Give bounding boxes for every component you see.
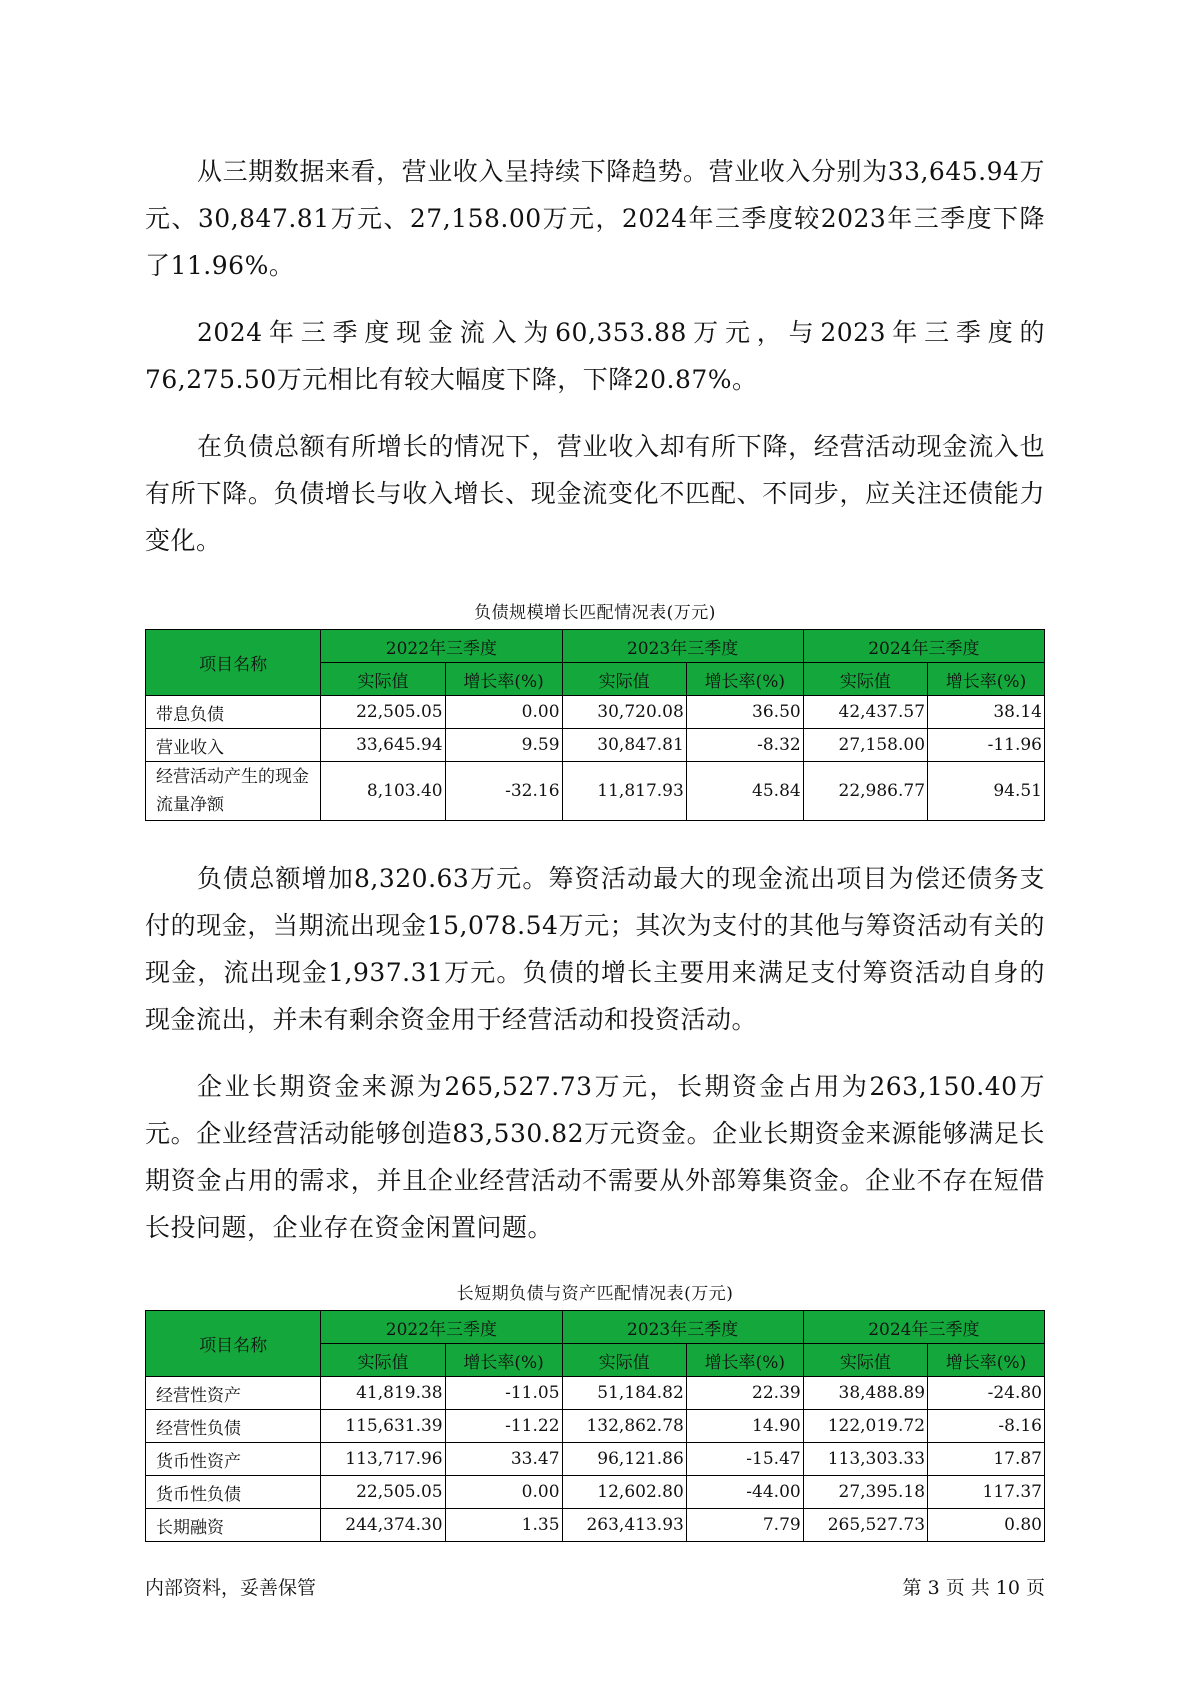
row-name: 营业收入 bbox=[146, 729, 321, 762]
cell-value: 132,862.78 bbox=[562, 1410, 686, 1443]
paragraph-debt-growth: 在负债总额有所增长的情况下，营业收入却有所下降，经营活动现金流入也有所下降。负债增长与收入增长、现金流变化不匹配、不同步，应关注还债能力变化。 bbox=[145, 432, 1045, 555]
row-name: 货币性负债 bbox=[146, 1476, 321, 1509]
cell-value: 41,819.38 bbox=[321, 1377, 445, 1410]
debt-growth-table bbox=[145, 629, 1045, 821]
cell-value: 117.37 bbox=[928, 1476, 1045, 1509]
cell-value: 27,395.18 bbox=[803, 1476, 927, 1509]
cell-value: 33,645.94 bbox=[321, 729, 445, 762]
cell-value: 115,631.39 bbox=[321, 1410, 445, 1443]
table2-header-row bbox=[146, 1311, 1045, 1344]
cell-value: -8.32 bbox=[686, 729, 803, 762]
table-row bbox=[146, 729, 1045, 762]
table2-subheader-growth: 增长率(%) bbox=[445, 1344, 562, 1377]
table1-header-period: 2022年三季度 bbox=[321, 630, 562, 663]
paragraph-cash-inflow: 2024年三季度现金流入为60,353.88万元，与2023年三季度的76,275.50万元相比有较大幅度下降，下降20.87%。 bbox=[145, 318, 1045, 394]
table1-subheader-growth: 增长率(%) bbox=[445, 663, 562, 696]
paragraph-long-term-funds: 企业长期资金来源为265,527.73万元，长期资金占用为263,150.40万元。企业经营活动能够创造83,530.82万元资金。企业长期资金来源能够满足长期资金占用的需求，并且企业经营活动不需要从外部筹集资金。企业不存在短借长投问题，企业存在资金闲置问题。 bbox=[145, 1072, 1045, 1242]
cell-value: 7.79 bbox=[686, 1509, 803, 1542]
table2-header-period: 2024年三季度 bbox=[803, 1311, 1044, 1344]
cell-value: 0.80 bbox=[928, 1509, 1045, 1542]
cell-value: 22,505.05 bbox=[321, 1476, 445, 1509]
table2-header-period: 2023年三季度 bbox=[562, 1311, 803, 1344]
cell-value: -8.16 bbox=[928, 1410, 1045, 1443]
table2-header-period: 2022年三季度 bbox=[321, 1311, 562, 1344]
table1-header-item-name: 项目名称 bbox=[146, 630, 321, 696]
table1-subheader-growth: 增长率(%) bbox=[928, 663, 1045, 696]
row-name: 长期融资 bbox=[146, 1509, 321, 1542]
table-row bbox=[146, 1476, 1045, 1509]
cell-value: 263,413.93 bbox=[562, 1509, 686, 1542]
table-row bbox=[146, 1509, 1045, 1542]
table-row bbox=[146, 1377, 1045, 1410]
cell-value: 33.47 bbox=[445, 1443, 562, 1476]
cell-value: 265,527.73 bbox=[803, 1509, 927, 1542]
cell-value: 94.51 bbox=[928, 762, 1045, 821]
row-name: 带息负债 bbox=[146, 696, 321, 729]
cell-value: 38.14 bbox=[928, 696, 1045, 729]
cell-value: 0.00 bbox=[445, 696, 562, 729]
cell-value: 22.39 bbox=[686, 1377, 803, 1410]
table2-header-item-name: 项目名称 bbox=[146, 1311, 321, 1377]
row-name: 货币性资产 bbox=[146, 1443, 321, 1476]
paragraph-revenue-trend: 从三期数据来看，营业收入呈持续下降趋势。营业收入分别为33,645.94万元、30,847.81万元、27,158.00万元，2024年三季度较2023年三季度下降了11.96%。 bbox=[145, 157, 1045, 280]
table-row bbox=[146, 762, 1045, 821]
paragraph-debt-increase: 负债总额增加8,320.63万元。筹资活动最大的现金流出项目为偿还债务支付的现金，当期流出现金15,078.54万元；其次为支付的其他与筹资活动有关的现金，流出现金1,937.31万元。负债的增长主要用来满足支付筹资活动自身的现金流出，并未有剩余资金用于经营活动和投资活动。 bbox=[145, 864, 1045, 1034]
cell-value: -32.16 bbox=[445, 762, 562, 821]
table-row bbox=[146, 696, 1045, 729]
table1-header-row bbox=[146, 630, 1045, 663]
cell-value: 113,717.96 bbox=[321, 1443, 445, 1476]
cell-value: 244,374.30 bbox=[321, 1509, 445, 1542]
cell-value: 113,303.33 bbox=[803, 1443, 927, 1476]
cell-value: -24.80 bbox=[928, 1377, 1045, 1410]
table1-header-period: 2023年三季度 bbox=[562, 630, 803, 663]
row-name: 经营性负债 bbox=[146, 1410, 321, 1443]
cell-value: 9.59 bbox=[445, 729, 562, 762]
debt-asset-match-table bbox=[145, 1310, 1045, 1542]
table2-subheader-growth: 增长率(%) bbox=[928, 1344, 1045, 1377]
cell-value: 8,103.40 bbox=[321, 762, 445, 821]
footer-confidential-note: 内部资料，妥善保管 bbox=[145, 1577, 317, 1599]
table1-header-period: 2024年三季度 bbox=[803, 630, 1044, 663]
cell-value: 12,602.80 bbox=[562, 1476, 686, 1509]
table2-subheader-actual: 实际值 bbox=[562, 1344, 686, 1377]
page-content bbox=[145, 148, 1045, 1576]
row-name: 经营性资产 bbox=[146, 1377, 321, 1410]
cell-value: 38,488.89 bbox=[803, 1377, 927, 1410]
footer-page-number: 第 3 页 共 10 页 bbox=[902, 1577, 1045, 1599]
cell-value: 22,505.05 bbox=[321, 696, 445, 729]
cell-value: 22,986.77 bbox=[803, 762, 927, 821]
cell-value: 11,817.93 bbox=[562, 762, 686, 821]
cell-value: 45.84 bbox=[686, 762, 803, 821]
cell-value: 30,720.08 bbox=[562, 696, 686, 729]
table2-title: 长短期负债与资产匹配情况表(万元) bbox=[456, 1284, 734, 1304]
cell-value: 27,158.00 bbox=[803, 729, 927, 762]
table2-subheader-actual: 实际值 bbox=[803, 1344, 927, 1377]
cell-value: 96,121.86 bbox=[562, 1443, 686, 1476]
cell-value: 30,847.81 bbox=[562, 729, 686, 762]
cell-value: 51,184.82 bbox=[562, 1377, 686, 1410]
cell-value: -11.22 bbox=[445, 1410, 562, 1443]
table1-title: 负债规模增长匹配情况表(万元) bbox=[474, 603, 716, 623]
table1-subheader-growth: 增长率(%) bbox=[686, 663, 803, 696]
cell-value: -11.05 bbox=[445, 1377, 562, 1410]
cell-value: 36.50 bbox=[686, 696, 803, 729]
cell-value: -11.96 bbox=[928, 729, 1045, 762]
table-row bbox=[146, 1443, 1045, 1476]
cell-value: 42,437.57 bbox=[803, 696, 927, 729]
table2-subheader-growth: 增长率(%) bbox=[686, 1344, 803, 1377]
cell-value: 0.00 bbox=[445, 1476, 562, 1509]
cell-value: 14.90 bbox=[686, 1410, 803, 1443]
cell-value: 1.35 bbox=[445, 1509, 562, 1542]
row-name: 经营活动产生的现金流量净额 bbox=[146, 762, 321, 821]
cell-value: -15.47 bbox=[686, 1443, 803, 1476]
table1-subheader-actual: 实际值 bbox=[562, 663, 686, 696]
table-row bbox=[146, 1410, 1045, 1443]
table1-subheader-actual: 实际值 bbox=[803, 663, 927, 696]
cell-value: -44.00 bbox=[686, 1476, 803, 1509]
cell-value: 122,019.72 bbox=[803, 1410, 927, 1443]
table1-subheader-actual: 实际值 bbox=[321, 663, 445, 696]
table2-subheader-actual: 实际值 bbox=[321, 1344, 445, 1377]
cell-value: 17.87 bbox=[928, 1443, 1045, 1476]
